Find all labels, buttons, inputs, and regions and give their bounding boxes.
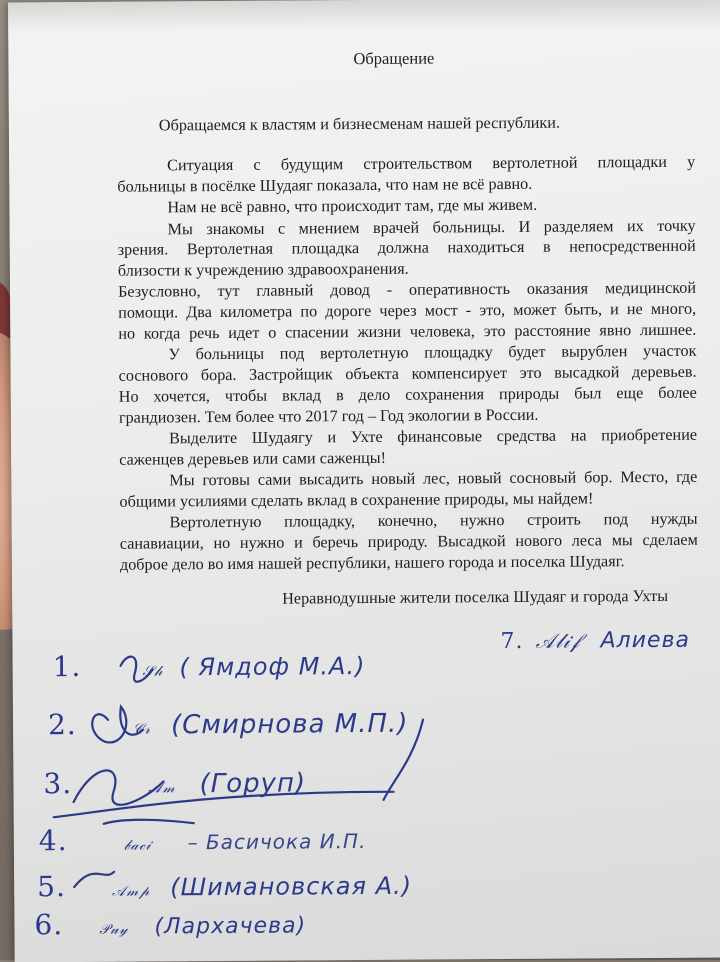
signature-stroke-2	[92, 707, 143, 743]
body-line: грандиозен. Тем более что 2017 год – Год экологии в России.	[118, 405, 539, 427]
signature-number: 3.	[43, 767, 73, 801]
signature-stroke-3b	[383, 720, 424, 800]
handwritten-signature: 𝒜𝓂𝓅	[111, 883, 151, 900]
body-line: близости к учреждению здравоохранения.	[117, 259, 409, 280]
body-line: Нам не всё равно, что происходит там, где мы живем.	[167, 195, 538, 217]
appeal-line: Обращаемся к властям и бизнесменам нашей республики.	[158, 113, 561, 135]
signature-number: 2.	[47, 708, 77, 742]
signatory-name: (Лархачева)	[154, 913, 307, 940]
signature-number: 6.	[34, 908, 64, 942]
signature-stroke-3	[53, 768, 393, 817]
handwritten-signature: 𝒷𝒶𝒸𝒾	[123, 837, 152, 854]
body-line: но когда речь идет о спасении жизни человека, это расстояние явно лишнее.	[118, 320, 697, 343]
body-line: У больницы под вертолетную площадку будет вырублен участок	[168, 341, 697, 364]
handwritten-signature: 𝒫𝓊𝓎	[99, 921, 129, 938]
signatories-caption: Неравнодушные жители поселка Шудаяг и города Ухты	[282, 586, 669, 608]
body-line: Мы знакомы с мнением врачей больницы. И разделяем их точку	[167, 216, 696, 239]
signatory-name: (Смирнова М.П.)	[170, 708, 409, 741]
signature-stroke-1	[121, 656, 153, 681]
document-title: Обращение	[353, 48, 435, 69]
handwritten-signature: 𝒜𝓁𝒾𝒻	[535, 628, 581, 653]
body-line: Мы готовы сами высадить новый лес, новый сосновый бор. Место, где	[169, 467, 698, 490]
signatory-name: (Шимановская А.)	[170, 871, 413, 902]
body-line: саженцев деревьев или сами саженцы!	[119, 448, 387, 469]
body-line: помощи. Два километра по дороге через мост - это, может быть, и не много,	[118, 299, 697, 322]
body-line: санавиации, но нужно и беречь природу. Высадкой нового леса мы сделаем	[119, 530, 698, 553]
signature-stroke-5	[74, 872, 114, 887]
signature-number: 5.	[37, 870, 67, 904]
signature-number: 7.	[500, 628, 524, 655]
body-line: Безусловно, тут главный довод - оперативность оказания медицинской	[117, 278, 697, 301]
handwritten-signature: 𝒜𝓂	[148, 780, 176, 797]
signatory-name: Алиева	[600, 627, 691, 654]
body-line: Выделите Шудаягу и Ухте финансовые средства на приобретение	[168, 425, 698, 448]
signature-number: 4.	[38, 824, 68, 858]
body-line: Но хочется, чтобы вклад в дело сохранения природы был еще более	[118, 383, 697, 406]
body-line: соснового бора. Застройщик объекта компенсирует это высадкой деревьев.	[118, 362, 697, 385]
signature-stroke-4	[104, 819, 194, 823]
document-page	[8, 0, 720, 962]
body-line: зрения. Вертолетная площадка должна находиться в непосредственной	[117, 236, 696, 259]
signatory-name: (Горуп)	[199, 768, 307, 800]
pen-strokes	[8, 0, 720, 962]
body-line: Ситуация с будущим строительством вертолетной площадки у	[167, 152, 696, 175]
handwritten-signature: 𝒮𝒽	[142, 663, 164, 680]
body-line: Вертолетную площадку, конечно, нужно строить под нужды	[169, 509, 698, 532]
body-line: доброе дело во имя нашей республики, нашего города и поселка Шудаяг.	[119, 552, 625, 574]
body-line: больницы в посёлке Шудаяг показала, что нам не всё равно.	[117, 174, 533, 196]
signature-number: 1.	[52, 649, 82, 684]
signatory-name: – Басичока И.П.	[187, 829, 367, 855]
handwritten-signature: 𝒞𝓇	[132, 721, 152, 738]
body-line: общими усилиями сделать вклад в сохранение природы, мы найдем!	[119, 489, 594, 511]
signatory-name: ( Ямдоф М.А.)	[179, 652, 366, 682]
